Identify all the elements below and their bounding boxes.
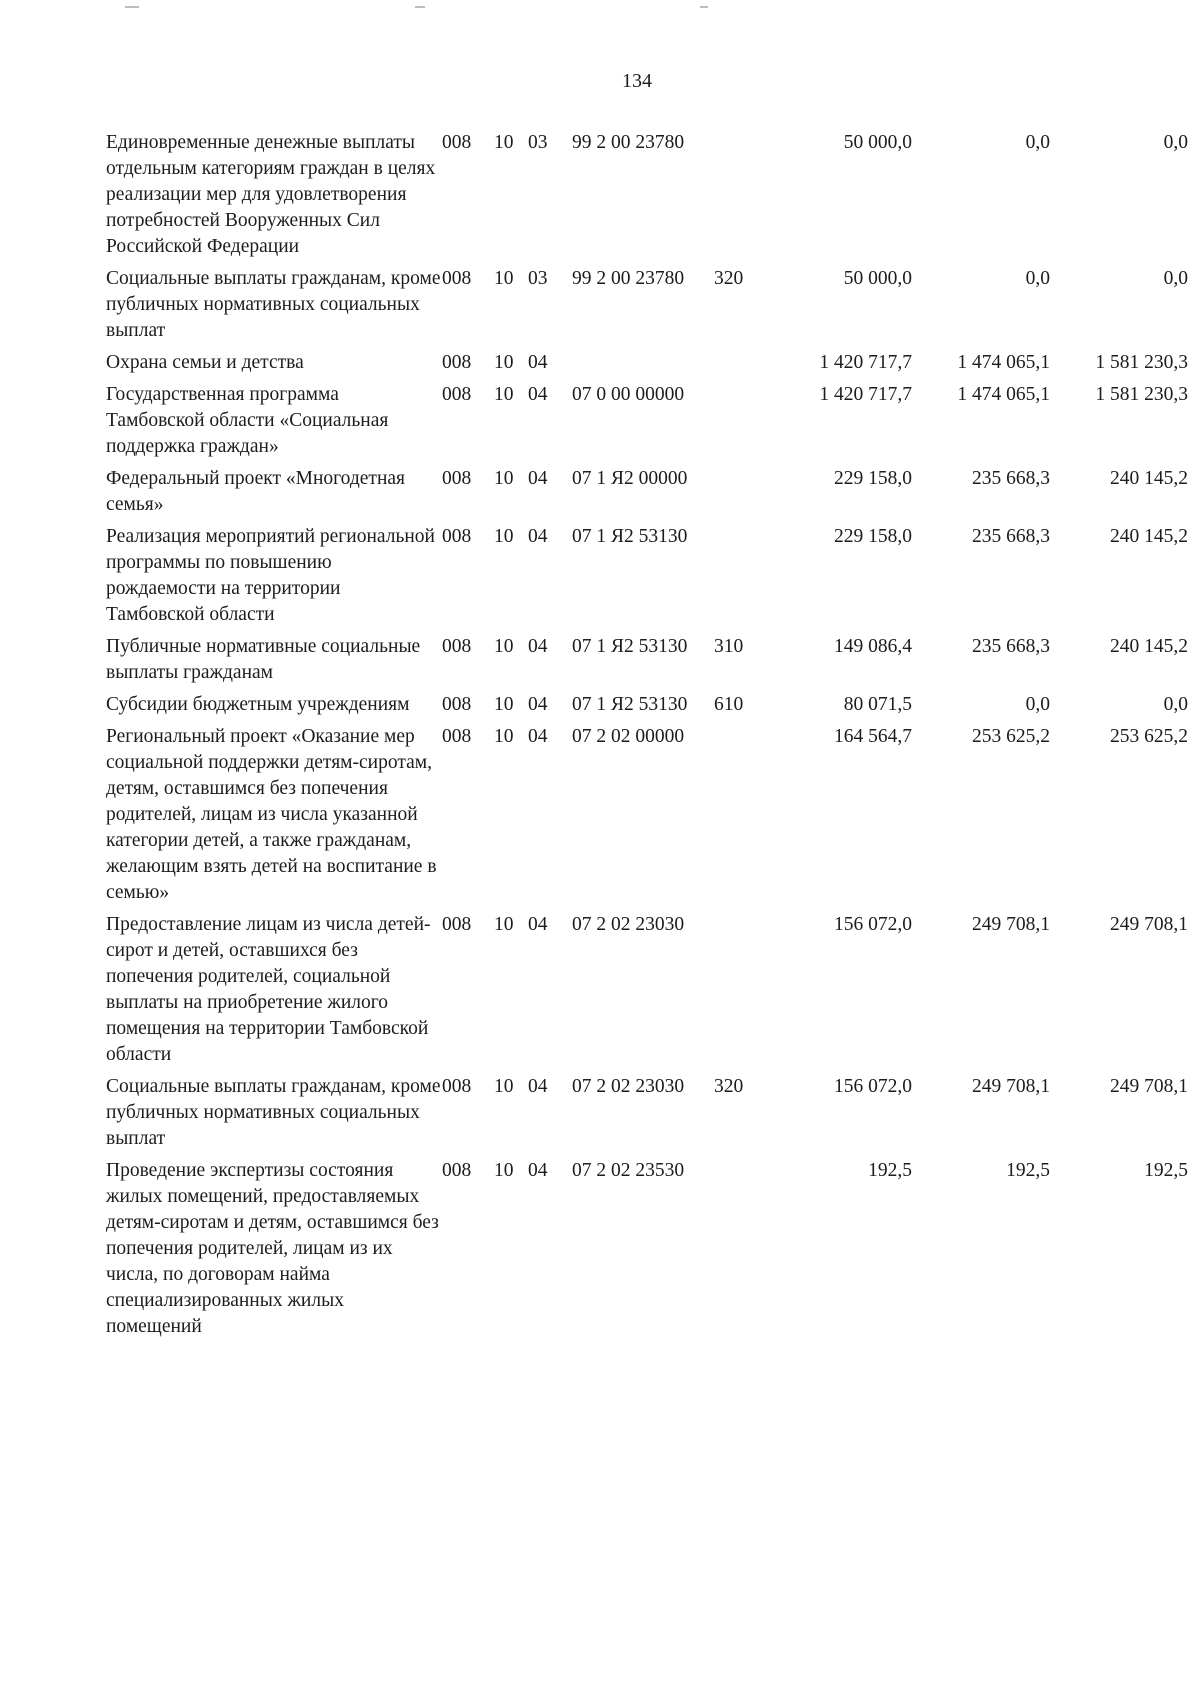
section-code: 10	[494, 268, 514, 289]
section-code: 10	[494, 526, 514, 547]
subsection-code: 04	[528, 1160, 548, 1181]
target-article: 99 2 00 23780	[572, 132, 685, 153]
target-article: 99 2 00 23780	[572, 268, 685, 289]
expense-type: 610	[714, 694, 744, 715]
target-article	[572, 350, 714, 382]
target-article: 07 0 00 00000	[572, 384, 685, 405]
amount-year-3: 192,5	[1144, 1160, 1188, 1181]
amount-year-3: 240 145,2	[1110, 636, 1188, 657]
row-name: Региональный проект «Оказание мер социальной поддержки детям-сиротам, детям, оставшимся без попечения родителей, лицам из числа указанной категории детей, а также гражданам, желающим взять детей на воспитание в семью»	[106, 726, 437, 903]
amount-year-2: 249 708,1	[972, 914, 1050, 935]
subsection-code: 04	[528, 1076, 548, 1097]
amount-year-1: 229 158,0	[834, 526, 912, 547]
amount-year-3: 0,0	[1163, 268, 1188, 289]
row-name: Реализация мероприятий региональной программы по повышению рождаемости на территории Тамбовской области	[106, 526, 435, 625]
amount-year-1: 1 420 717,7	[819, 352, 912, 373]
row-name: Субсидии бюджетным учреждениям	[106, 694, 410, 715]
expense-type	[714, 350, 774, 382]
ministry-code: 008	[442, 132, 472, 153]
amount-year-3: 0,0	[1163, 694, 1188, 715]
table-row	[106, 130, 1188, 266]
target-article: 07 1 Я2 00000	[572, 468, 688, 489]
ministry-code: 008	[442, 468, 472, 489]
section-code: 10	[494, 726, 514, 747]
expense-type	[714, 524, 774, 634]
amount-year-3: 1 581 230,3	[1095, 352, 1188, 373]
target-article: 07 1 Я2 53130	[572, 694, 688, 715]
table-row	[106, 524, 1188, 634]
table-row	[106, 724, 1188, 912]
expense-type	[714, 1158, 774, 1346]
target-article: 07 2 02 23030	[572, 914, 685, 935]
subsection-code: 04	[528, 636, 548, 657]
amount-year-2: 1 474 065,1	[957, 352, 1050, 373]
ministry-code: 008	[442, 352, 472, 373]
target-article: 07 2 02 23030	[572, 1076, 685, 1097]
section-code: 10	[494, 694, 514, 715]
amount-year-1: 149 086,4	[834, 636, 912, 657]
row-name: Социальные выплаты гражданам, кроме публичных нормативных социальных выплат	[106, 268, 441, 341]
subsection-code: 04	[528, 468, 548, 489]
expense-type	[714, 912, 774, 1074]
amount-year-3: 240 145,2	[1110, 468, 1188, 489]
ministry-code: 008	[442, 726, 472, 747]
section-code: 10	[494, 636, 514, 657]
row-name: Государственная программа Тамбовской области «Социальная поддержка граждан»	[106, 384, 389, 457]
expense-type	[714, 382, 774, 466]
scan-speck	[125, 6, 139, 8]
expense-type	[714, 466, 774, 524]
table-row	[106, 912, 1188, 1074]
target-article: 07 2 02 23530	[572, 1160, 685, 1181]
scan-speck	[700, 6, 708, 8]
table-row	[106, 634, 1188, 692]
amount-year-2: 235 668,3	[972, 636, 1050, 657]
row-name: Охрана семьи и детства	[106, 352, 304, 373]
amount-year-1: 192,5	[868, 1160, 912, 1181]
amount-year-1: 80 071,5	[843, 694, 912, 715]
budget-table	[106, 130, 1188, 1346]
amount-year-2: 235 668,3	[972, 526, 1050, 547]
amount-year-2: 1 474 065,1	[957, 384, 1050, 405]
table-row	[106, 1158, 1188, 1346]
row-name: Проведение экспертизы состояния жилых помещений, предоставляемых детям-сиротам и детям, оставшимся без попечения родителей, лицам из их числа, по договорам найма специализированных жилых помещений	[106, 1160, 439, 1337]
table-row	[106, 692, 1188, 724]
amount-year-2: 0,0	[1025, 694, 1050, 715]
ministry-code: 008	[442, 1076, 472, 1097]
ministry-code: 008	[442, 636, 472, 657]
amount-year-1: 50 000,0	[843, 268, 912, 289]
amount-year-2: 0,0	[1025, 268, 1050, 289]
ministry-code: 008	[442, 268, 472, 289]
subsection-code: 03	[528, 132, 548, 153]
amount-year-1: 156 072,0	[834, 914, 912, 935]
row-name: Единовременные денежные выплаты отдельным категориям граждан в целях реализации мер для удовлетворения потребностей Вооруженных Сил Российской Федерации	[106, 132, 436, 257]
amount-year-2: 235 668,3	[972, 468, 1050, 489]
subsection-code: 04	[528, 526, 548, 547]
ministry-code: 008	[442, 1160, 472, 1181]
section-code: 10	[494, 468, 514, 489]
amount-year-2: 192,5	[1006, 1160, 1050, 1181]
amount-year-1: 229 158,0	[834, 468, 912, 489]
section-code: 10	[494, 352, 514, 373]
table-row	[106, 466, 1188, 524]
target-article: 07 2 02 00000	[572, 726, 685, 747]
amount-year-3: 249 708,1	[1110, 914, 1188, 935]
expense-type	[714, 130, 774, 266]
expense-type: 310	[714, 636, 744, 657]
table-row	[106, 350, 1188, 382]
amount-year-1: 164 564,7	[834, 726, 912, 747]
subsection-code: 03	[528, 268, 548, 289]
table-row	[106, 382, 1188, 466]
amount-year-3: 240 145,2	[1110, 526, 1188, 547]
section-code: 10	[494, 384, 514, 405]
amount-year-1: 1 420 717,7	[819, 384, 912, 405]
page-number: 134	[622, 70, 652, 92]
ministry-code: 008	[442, 694, 472, 715]
expense-type: 320	[714, 268, 744, 289]
section-code: 10	[494, 1160, 514, 1181]
ministry-code: 008	[442, 526, 472, 547]
row-name: Публичные нормативные социальные выплаты гражданам	[106, 636, 421, 683]
budget-rows	[106, 130, 1188, 1346]
amount-year-2: 249 708,1	[972, 1076, 1050, 1097]
target-article: 07 1 Я2 53130	[572, 636, 688, 657]
row-name: Предоставление лицам из числа детей-сирот и детей, оставшихся без попечения родителей, социальной выплаты на приобретение жилого помещения на территории Тамбовской области	[106, 914, 431, 1065]
expense-type	[714, 724, 774, 912]
section-code: 10	[494, 914, 514, 935]
section-code: 10	[494, 1076, 514, 1097]
table-row	[106, 1074, 1188, 1158]
scan-speck	[415, 6, 425, 8]
subsection-code: 04	[528, 694, 548, 715]
amount-year-3: 249 708,1	[1110, 1076, 1188, 1097]
expense-type: 320	[714, 1076, 744, 1097]
subsection-code: 04	[528, 352, 548, 373]
ministry-code: 008	[442, 384, 472, 405]
amount-year-2: 0,0	[1025, 132, 1050, 153]
table-row	[106, 266, 1188, 350]
target-article: 07 1 Я2 53130	[572, 526, 688, 547]
ministry-code: 008	[442, 914, 472, 935]
section-code: 10	[494, 132, 514, 153]
row-name: Социальные выплаты гражданам, кроме публичных нормативных социальных выплат	[106, 1076, 441, 1149]
amount-year-3: 1 581 230,3	[1095, 384, 1188, 405]
subsection-code: 04	[528, 384, 548, 405]
amount-year-2: 253 625,2	[972, 726, 1050, 747]
amount-year-1: 156 072,0	[834, 1076, 912, 1097]
subsection-code: 04	[528, 726, 548, 747]
row-name: Федеральный проект «Многодетная семья»	[106, 468, 406, 515]
subsection-code: 04	[528, 914, 548, 935]
amount-year-1: 50 000,0	[843, 132, 912, 153]
amount-year-3: 253 625,2	[1110, 726, 1188, 747]
amount-year-3: 0,0	[1163, 132, 1188, 153]
